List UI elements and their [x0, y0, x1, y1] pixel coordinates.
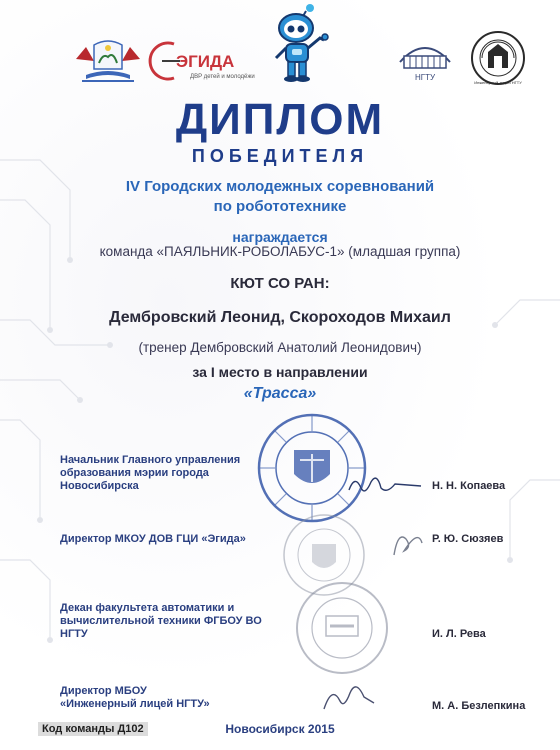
event-name-line1: IV Городских молодежных соревнований [125, 178, 435, 195]
organization-name: КЮТ СО РАН: [230, 275, 330, 292]
diploma-subtitle: ПОБЕДИТЕЛЯ [191, 146, 369, 166]
signatory-title-3: Декан факультета автоматики и вычислительной техники ФГБОУ ВО НГТУ [60, 602, 262, 640]
signatory-title-1: Начальник Главного управления образования мэрии города Новосибирска [60, 454, 241, 492]
awarded-label: награждается [232, 229, 328, 245]
coach-name: (тренер Дембровский Анатолий Леонидович) [138, 340, 422, 355]
signature-syuzyaev [388, 525, 428, 561]
signatory-name-1: Н. Н. Копаева [432, 480, 506, 492]
team-code: Код команды Д102 [38, 722, 148, 736]
signatory-title-4: Директор МБОУ «Инженерный лицей НГТУ» [60, 685, 210, 710]
direction-name: «Трасса» [243, 385, 317, 402]
team-name: команда «ПАЯЛЬНИК-РОБОЛАБУС-1» (младшая группа) [99, 244, 461, 259]
signatory-title-2: Директор МКОУ ДОВ ГЦИ «Эгида» [60, 533, 246, 545]
signature-kopaeva [345, 470, 425, 500]
robot-mascot-icon [262, 2, 334, 84]
engineering-lyceum-logo [468, 30, 528, 88]
avtf-faculty-stamp [292, 580, 392, 676]
signatory-name-2: Р. Ю. Сюзяев [432, 533, 504, 545]
city-seal-stamp [252, 412, 372, 524]
place-line: за I место в направлении [192, 364, 368, 380]
signatory-name-4: М. А. Безлепкина [432, 700, 526, 712]
egida-logo-subtext: ДВР детей и молодёжи [190, 74, 255, 80]
ngtu-logo [394, 34, 456, 84]
lyceum-logo-ring-text: Инженерный лицей НГТУ [474, 80, 522, 85]
event-name [0, 177, 560, 217]
participant-names: Дембровский Леонид, Скороходов Михаил [109, 309, 451, 326]
egida-logo-text: ЭГИДА [176, 52, 235, 71]
signature-bezlepkina [318, 675, 378, 715]
ngtu-logo-label: НГТУ [414, 73, 436, 82]
novosibirsk-education-logo [72, 35, 144, 85]
signatory-name-3: И. Л. Рева [432, 628, 486, 640]
event-name-line2: по робототехнике [213, 198, 347, 215]
egida-logo [150, 38, 255, 84]
city-year: Новосибирск 2015 [225, 722, 335, 736]
diploma-title: ДИПЛОМ [175, 95, 385, 144]
